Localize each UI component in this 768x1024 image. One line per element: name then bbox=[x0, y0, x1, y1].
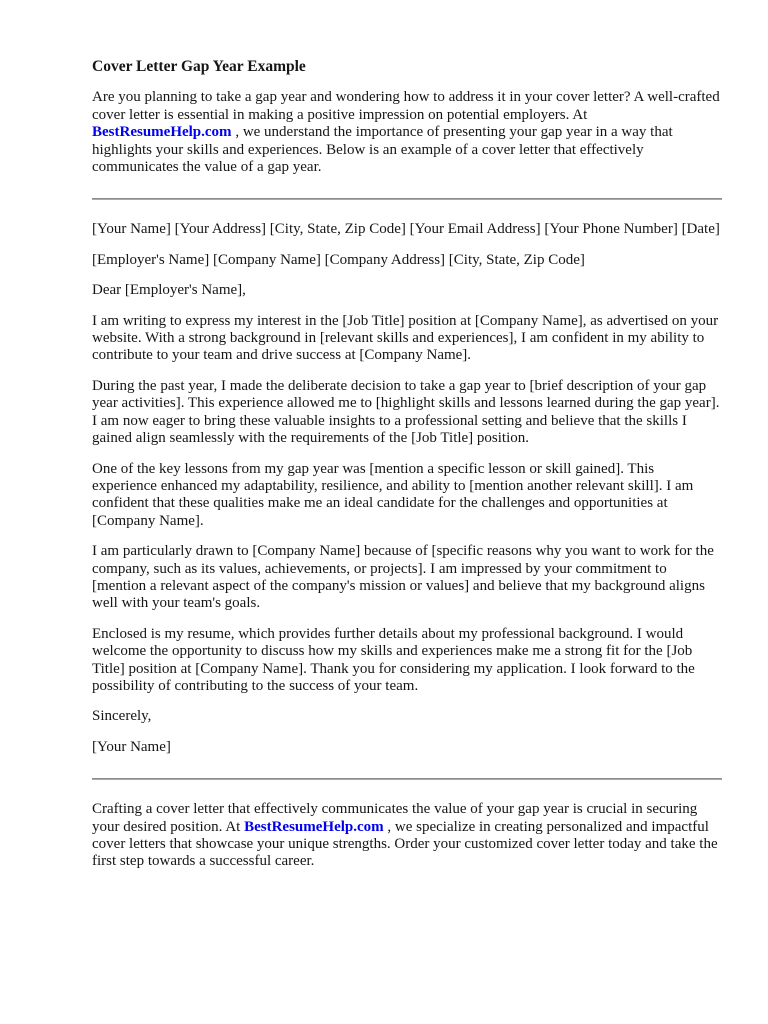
footer-text-after: , we specialize in creating personalized and impactful cover letters that showcase your unique strengths. Order your customized cover letter today and take the first step towards a successful career. bbox=[92, 818, 718, 870]
bestresumehelp-link[interactable]: BestResumeHelp.com bbox=[92, 124, 232, 141]
top-divider bbox=[92, 198, 722, 200]
letter-paragraph-body-4: I am particularly drawn to [Company Name] because of [specific reasons why you want to work for the company, such as its values, achievements, or projects]. I am impressed by your commitment to [mention a relevant aspect of the company's mission or values] and believe that my background aligns well with your team's goals. bbox=[92, 543, 714, 612]
letter-paragraph-employer: [Employer's Name] [Company Name] [Company Address] [City, State, Zip Code] bbox=[92, 251, 585, 268]
footer-paragraph bbox=[92, 801, 722, 871]
letter-paragraph-salutation: Dear [Employer's Name], bbox=[92, 282, 246, 299]
letter-paragraph-closing: Sincerely, bbox=[92, 708, 152, 725]
intro-text-before: Are you planning to take a gap year and wondering how to address it in your cover letter? A well-crafted cover letter is essential in making a positive impression on potential employers. At bbox=[92, 89, 720, 123]
page-title: Cover Letter Gap Year Example bbox=[92, 58, 306, 75]
letter-paragraph-body-5: Enclosed is my resume, which provides further details about my professional background. I would welcome the opportunity to discuss how my skills and experiences make me a strong fit for the [Job Title] position at [Company Name]. Thank you for considering my application. I look forward to the possibility of contributing to the success of your team. bbox=[92, 625, 695, 694]
letter-paragraph-contact: [Your Name] [Your Address] [City, State, Zip Code] [Your Email Address] [Your Phone Number] [Date] bbox=[92, 221, 720, 238]
footer-text-before: Crafting a cover letter that effectively communicates the value of your gap year is crucial in securing your desired position. At bbox=[92, 801, 698, 835]
letter-paragraph-body-1: I am writing to express my interest in the [Job Title] position at [Company Name], as advertised on your website. With a strong background in [relevant skills and experiences], I am confident in my ability to contribute to your team and drive success at [Company Name]. bbox=[92, 312, 719, 364]
intro-text-after: , we understand the importance of presenting your gap year in a way that highlights your skills and experiences. Below is an example of a cover letter that effectively communicates the value of a gap year. bbox=[92, 124, 673, 176]
document-content bbox=[92, 58, 722, 884]
bestresumehelp-link[interactable]: BestResumeHelp.com bbox=[244, 818, 384, 835]
letter-paragraph-body-2: During the past year, I made the deliberate decision to take a gap year to [brief description of your gap year activities]. This experience allowed me to [highlight skills and lessons learned during the gap year]. I am now eager to bring these valuable insights to a professional setting and believe that the skills I gained align seamlessly with the requirements of the [Job Title] position. bbox=[92, 377, 720, 447]
letter-paragraph-body-3: One of the key lessons from my gap year was [mention a specific lesson or skill gained]. This experience enhanced my adaptability, resilience, and ability to [mention another relevant skill]. I am confident that these qualities make me an ideal candidate for the challenges and opportunities at [Company Name]. bbox=[92, 460, 694, 529]
intro-paragraph bbox=[92, 89, 722, 176]
bottom-divider bbox=[92, 778, 722, 780]
letter-paragraph-signature: [Your Name] bbox=[92, 738, 171, 755]
